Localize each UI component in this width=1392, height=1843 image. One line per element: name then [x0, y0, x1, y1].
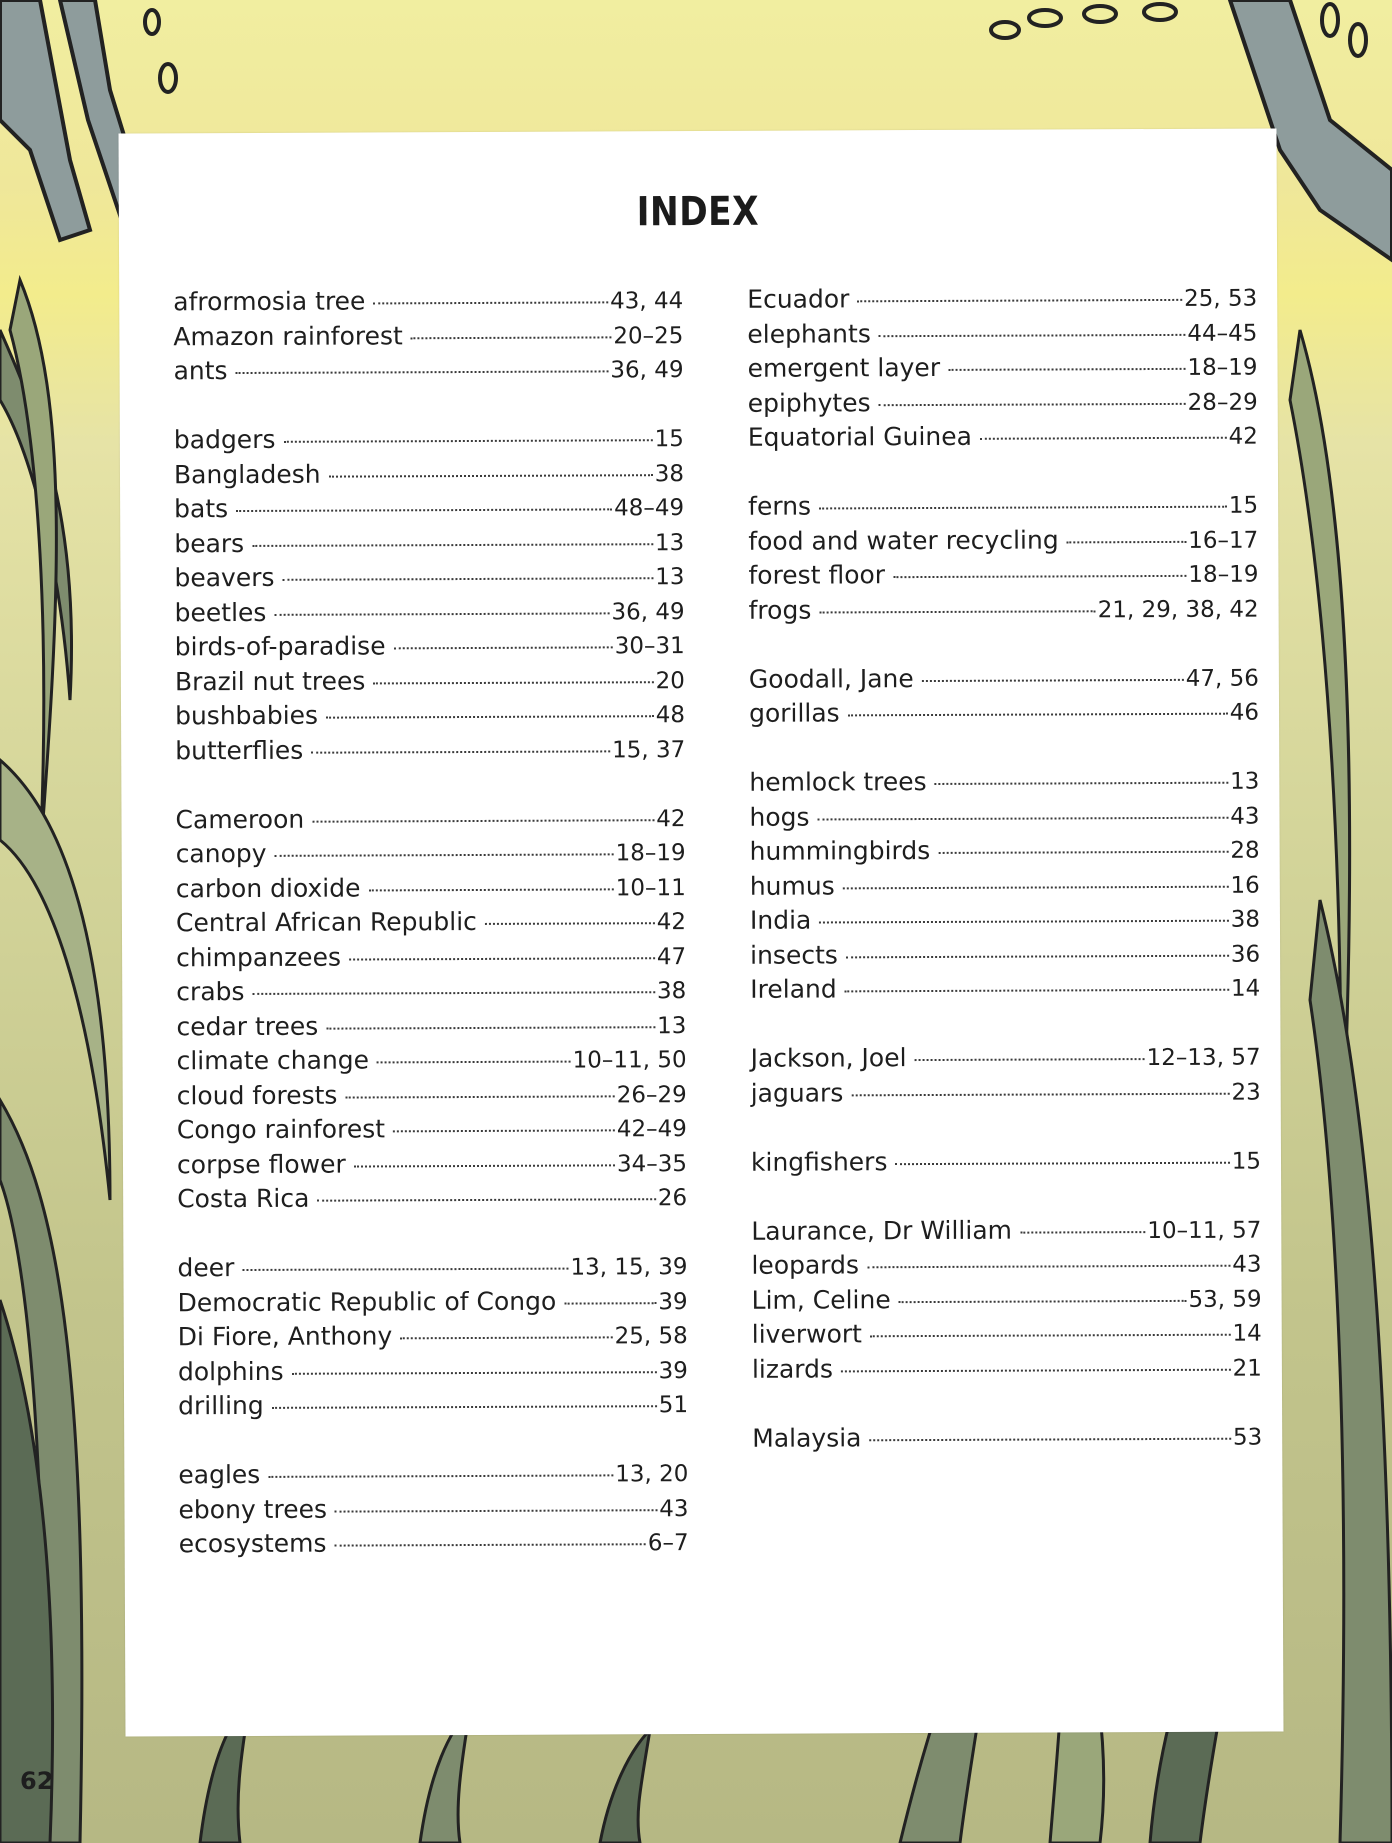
index-entry — [750, 936, 1260, 973]
index-page-refs: 42 — [656, 805, 686, 832]
index-page-refs: 15, 37 — [611, 736, 686, 763]
index-page-refs: 21 — [1232, 1355, 1262, 1382]
index-term: ferns — [748, 491, 812, 521]
index-term: carbon dioxide — [175, 872, 361, 903]
index-term: Ireland — [750, 974, 837, 1004]
page-number: 62 — [20, 1767, 54, 1795]
index-entry — [750, 833, 1260, 870]
index-term: Malaysia — [752, 1422, 862, 1453]
index-page-refs: 51 — [658, 1392, 689, 1419]
index-entry — [174, 456, 684, 493]
index-page-refs: 43 — [1232, 1251, 1262, 1278]
index-letter-group — [749, 764, 1260, 1008]
index-entry — [173, 283, 683, 320]
index-term: Jackson, Joel — [750, 1043, 907, 1073]
index-term: Costa Rica — [177, 1183, 310, 1214]
index-letter-group — [750, 1040, 1260, 1111]
index-entry — [173, 352, 683, 389]
index-entry — [174, 559, 684, 596]
index-page-refs: 13 — [654, 529, 685, 556]
dot-leader — [485, 922, 655, 925]
dot-leader — [312, 819, 654, 822]
index-term: beavers — [174, 562, 275, 593]
dot-leader — [253, 991, 655, 995]
dot-leader — [242, 1268, 568, 1271]
index-term: hogs — [749, 802, 810, 832]
dot-leader — [848, 713, 1228, 717]
index-page-refs: 13 — [655, 564, 685, 591]
dot-leader — [879, 402, 1186, 405]
index-term: birds-of-paradise — [174, 631, 386, 662]
index-entry — [750, 1040, 1260, 1077]
index-entry — [749, 764, 1259, 801]
index-page-refs: 36 — [1230, 941, 1261, 968]
index-term: food and water recycling — [748, 524, 1059, 556]
index-entry — [176, 973, 686, 1010]
index-term: chimpanzees — [176, 942, 342, 972]
index-letter-group — [174, 421, 686, 768]
dot-leader — [275, 853, 614, 856]
index-letter-group — [747, 281, 1258, 456]
index-page-refs: 43, 44 — [610, 288, 684, 315]
index-term: frogs — [748, 595, 812, 625]
index-term: crabs — [176, 976, 245, 1007]
dot-leader — [326, 715, 654, 718]
index-letter-group — [177, 1249, 688, 1424]
dot-leader — [819, 506, 1227, 510]
page-title: INDEX — [636, 188, 760, 236]
index-term: leopards — [751, 1250, 860, 1280]
index-page-refs: 39 — [658, 1288, 688, 1315]
index-term: epiphytes — [747, 387, 871, 418]
index-page-refs: 13 — [1230, 768, 1260, 795]
leaf-cluster-top — [145, 4, 1366, 92]
index-page-refs: 38 — [654, 460, 685, 487]
index-entry — [174, 490, 684, 527]
dot-leader — [818, 816, 1229, 820]
index-page-refs: 36, 49 — [610, 357, 684, 384]
dot-leader — [393, 1129, 615, 1132]
index-entry — [174, 421, 684, 458]
index-entry — [749, 798, 1259, 835]
dot-leader — [345, 1095, 614, 1098]
index-entry — [747, 350, 1257, 387]
dot-leader — [948, 368, 1185, 371]
dot-leader — [893, 575, 1186, 578]
dot-leader — [329, 474, 653, 477]
index-term: Di Fiore, Anthony — [177, 1321, 393, 1352]
index-term: hemlock trees — [749, 767, 927, 797]
dot-leader — [400, 1336, 612, 1339]
index-page-refs: 10–11, 50 — [572, 1047, 687, 1074]
index-term: Central African Republic — [175, 906, 477, 938]
index-term: deer — [177, 1253, 235, 1283]
index-page-refs: 15 — [1228, 492, 1259, 519]
index-entry — [176, 939, 686, 976]
index-page-refs: 15 — [654, 426, 684, 453]
index-term: insects — [750, 939, 838, 970]
index-entry — [752, 1281, 1262, 1318]
dot-leader — [274, 612, 609, 615]
dot-leader — [846, 954, 1229, 958]
index-entry — [176, 870, 686, 907]
dot-leader — [845, 989, 1229, 993]
index-page-refs: 28 — [1230, 837, 1260, 864]
grass-blades-right — [1290, 330, 1392, 1843]
index-page-refs: 53, 59 — [1188, 1286, 1262, 1313]
dot-leader — [843, 885, 1229, 889]
dot-leader — [879, 333, 1186, 336]
index-entry — [177, 1077, 687, 1114]
index-column-right — [747, 281, 1262, 1491]
index-page-refs: 43 — [1230, 803, 1260, 830]
dot-leader — [857, 299, 1182, 302]
index-term: cloud forests — [176, 1080, 338, 1110]
index-page-refs: 12–13, 57 — [1146, 1044, 1261, 1072]
index-page — [119, 128, 1284, 1736]
index-entry — [751, 1143, 1261, 1180]
index-term: bats — [174, 494, 229, 524]
index-term: emergent layer — [747, 352, 941, 383]
index-entry — [176, 835, 686, 872]
index-entry — [178, 1491, 688, 1528]
index-page-refs: 48 — [655, 702, 686, 729]
index-page-refs: 47 — [656, 943, 687, 970]
index-entry — [748, 419, 1258, 456]
index-page-refs: 38 — [1230, 906, 1261, 933]
index-term: bushbabies — [174, 700, 319, 731]
index-page-refs: 16 — [1230, 872, 1260, 899]
dot-leader — [311, 750, 610, 753]
index-letter-group — [749, 660, 1259, 731]
index-entry — [173, 318, 683, 355]
index-page-refs: 21, 29, 38, 42 — [1097, 596, 1259, 623]
index-term: corpse flower — [176, 1149, 346, 1179]
index-page-refs: 53 — [1232, 1424, 1263, 1451]
index-entry — [175, 801, 685, 838]
index-page-refs: 38 — [656, 978, 687, 1005]
index-term: beetles — [174, 597, 267, 627]
index-page-refs: 18–19 — [615, 840, 686, 867]
index-page-refs: 46 — [1229, 699, 1260, 726]
dot-leader — [334, 1543, 645, 1546]
index-term: humus — [749, 870, 835, 901]
grass-blades-left — [0, 280, 110, 1843]
dot-leader — [317, 1198, 655, 1201]
index-term: Bangladesh — [173, 459, 321, 489]
index-page-refs: 34–35 — [616, 1150, 688, 1177]
dot-leader — [851, 1092, 1229, 1096]
index-term: ebony trees — [178, 1494, 328, 1524]
dot-leader — [368, 888, 613, 891]
dot-leader — [899, 1299, 1187, 1302]
index-entry — [175, 663, 685, 700]
dot-leader — [335, 1509, 657, 1512]
index-entry — [176, 1042, 686, 1079]
dot-leader — [292, 1371, 657, 1375]
index-page-refs: 14 — [1232, 1320, 1262, 1347]
index-term: Equatorial Guinea — [747, 421, 972, 452]
index-page-refs: 36, 49 — [611, 598, 685, 625]
index-term: bears — [174, 528, 245, 558]
index-entry — [175, 697, 685, 734]
index-entry — [750, 902, 1260, 939]
dot-leader — [867, 1265, 1230, 1269]
index-term: badgers — [173, 424, 276, 455]
index-term: gorillas — [748, 698, 840, 728]
index-entry — [174, 525, 684, 562]
index-page-refs: 14 — [1230, 975, 1261, 1002]
dot-leader — [895, 1161, 1229, 1164]
index-term: Brazil nut trees — [174, 665, 366, 696]
index-entry — [748, 384, 1258, 421]
index-entry — [176, 904, 686, 941]
index-entry — [750, 867, 1260, 904]
dot-leader — [272, 1405, 657, 1409]
index-entry — [751, 1247, 1261, 1284]
dot-leader — [236, 508, 612, 512]
index-entry — [750, 971, 1260, 1008]
dot-leader — [841, 1368, 1231, 1372]
index-page-refs: 13, 20 — [615, 1461, 689, 1488]
index-page-refs: 16–17 — [1188, 527, 1259, 554]
index-entry — [175, 628, 685, 665]
dot-leader — [377, 1061, 571, 1064]
index-term: climate change — [176, 1045, 370, 1076]
index-term: elephants — [747, 318, 871, 349]
index-letter-group — [173, 283, 683, 389]
index-page-refs: 43 — [659, 1495, 689, 1522]
index-entry — [749, 660, 1259, 697]
index-page-refs: 42–49 — [616, 1116, 687, 1143]
index-entry — [176, 1008, 686, 1045]
index-entry — [751, 1074, 1261, 1111]
index-page-refs: 6–7 — [647, 1530, 689, 1557]
index-entry — [749, 695, 1259, 732]
index-page-refs: 25, 53 — [1184, 285, 1258, 312]
index-term: drilling — [177, 1390, 264, 1421]
index-term: eagles — [178, 1459, 261, 1490]
index-entry — [178, 1387, 688, 1424]
index-page-refs: 23 — [1231, 1079, 1261, 1106]
index-page-refs: 20 — [655, 667, 685, 694]
index-entry — [178, 1456, 688, 1493]
dot-leader — [236, 370, 609, 374]
dot-leader — [1020, 1231, 1145, 1234]
dot-leader — [915, 1058, 1145, 1061]
index-term: dolphins — [177, 1356, 284, 1386]
index-page-refs: 25, 58 — [614, 1323, 688, 1350]
index-entry — [177, 1146, 687, 1183]
index-entry — [179, 1525, 689, 1562]
index-entry — [751, 1212, 1261, 1249]
index-page-refs: 30–31 — [614, 633, 685, 660]
index-term: lizards — [751, 1353, 834, 1384]
index-term: ants — [173, 356, 228, 386]
index-page-refs: 28–29 — [1187, 389, 1258, 416]
dot-leader — [373, 301, 608, 304]
index-page-refs: 39 — [658, 1357, 688, 1384]
index-page-refs: 18–19 — [1188, 561, 1259, 588]
index-term: Goodall, Jane — [748, 663, 914, 694]
dot-leader — [564, 1302, 656, 1304]
dot-leader — [252, 543, 653, 547]
index-term: cedar trees — [176, 1011, 319, 1041]
index-page-refs: 18–19 — [1187, 354, 1258, 381]
index-letter-group — [748, 488, 1259, 628]
index-entry — [178, 1318, 688, 1355]
dot-leader — [349, 957, 655, 960]
index-page-refs: 42 — [1228, 423, 1258, 450]
dot-leader — [922, 678, 1184, 681]
index-term: India — [749, 905, 812, 935]
dot-leader — [411, 336, 612, 339]
index-entry — [177, 1111, 687, 1148]
index-page-refs: 26–29 — [616, 1081, 687, 1108]
index-term: Cameroon — [175, 804, 305, 834]
index-term: Laurance, Dr William — [751, 1215, 1013, 1246]
index-entry — [175, 732, 685, 769]
index-term: Amazon rainforest — [173, 320, 403, 351]
index-page-refs: 10–11, 57 — [1147, 1217, 1262, 1244]
index-term: Congo rainforest — [176, 1114, 386, 1145]
dot-leader — [283, 439, 652, 443]
index-page-refs: 13, 15, 39 — [570, 1254, 688, 1281]
index-entry — [752, 1419, 1262, 1456]
dot-leader — [819, 920, 1228, 924]
index-entry — [177, 1180, 687, 1217]
index-entry — [752, 1316, 1262, 1353]
dot-leader — [869, 1437, 1230, 1441]
index-page-refs: 15 — [1231, 1148, 1262, 1175]
index-entry — [175, 594, 685, 631]
index-term: liverwort — [751, 1319, 862, 1349]
index-term: afrormosia tree — [173, 286, 366, 317]
index-entry — [749, 591, 1259, 628]
dot-leader — [819, 610, 1095, 613]
index-letter-group — [751, 1212, 1262, 1387]
index-term: forest floor — [748, 560, 886, 590]
index-column-left — [173, 283, 689, 1596]
dot-leader — [938, 851, 1228, 854]
index-term: ecosystems — [178, 1528, 327, 1559]
index-page-refs: 20–25 — [613, 322, 684, 349]
index-page-refs: 48–49 — [614, 495, 685, 522]
dot-leader — [373, 681, 653, 684]
index-term: hummingbirds — [749, 835, 931, 866]
dot-leader — [268, 1474, 613, 1478]
index-term: jaguars — [750, 1077, 844, 1108]
index-entry — [747, 281, 1257, 318]
index-letter-group — [178, 1456, 688, 1562]
dot-leader — [1067, 540, 1187, 543]
index-term: butterflies — [175, 735, 304, 765]
index-entry — [752, 1350, 1262, 1387]
dot-leader — [394, 646, 613, 649]
index-entry — [177, 1249, 687, 1286]
index-term: canopy — [175, 838, 267, 869]
index-entry — [748, 522, 1258, 559]
index-letter-group — [751, 1143, 1261, 1180]
dot-leader — [283, 577, 654, 581]
index-entry — [748, 488, 1258, 525]
index-entry — [747, 315, 1257, 352]
index-letter-group — [752, 1419, 1262, 1456]
index-entry — [748, 557, 1258, 594]
index-term: kingfishers — [750, 1146, 888, 1177]
index-page-refs: 44–45 — [1187, 320, 1258, 347]
index-entry — [178, 1284, 688, 1321]
dot-leader — [354, 1164, 615, 1167]
index-term: Ecuador — [747, 284, 850, 314]
index-page-refs: 47, 56 — [1185, 665, 1259, 692]
dot-leader — [870, 1334, 1231, 1338]
dot-leader — [980, 437, 1227, 440]
index-letter-group — [175, 801, 687, 1217]
index-page-refs: 26 — [657, 1185, 688, 1212]
index-page-refs: 10–11 — [615, 874, 686, 901]
index-entry — [178, 1353, 688, 1390]
index-term: Democratic Republic of Congo — [177, 1286, 557, 1317]
index-page-refs: 42 — [656, 909, 687, 936]
dot-leader — [326, 1026, 655, 1029]
dot-leader — [935, 782, 1228, 785]
index-page-refs: 13 — [657, 1012, 687, 1039]
index-term: Lim, Celine — [751, 1284, 891, 1315]
